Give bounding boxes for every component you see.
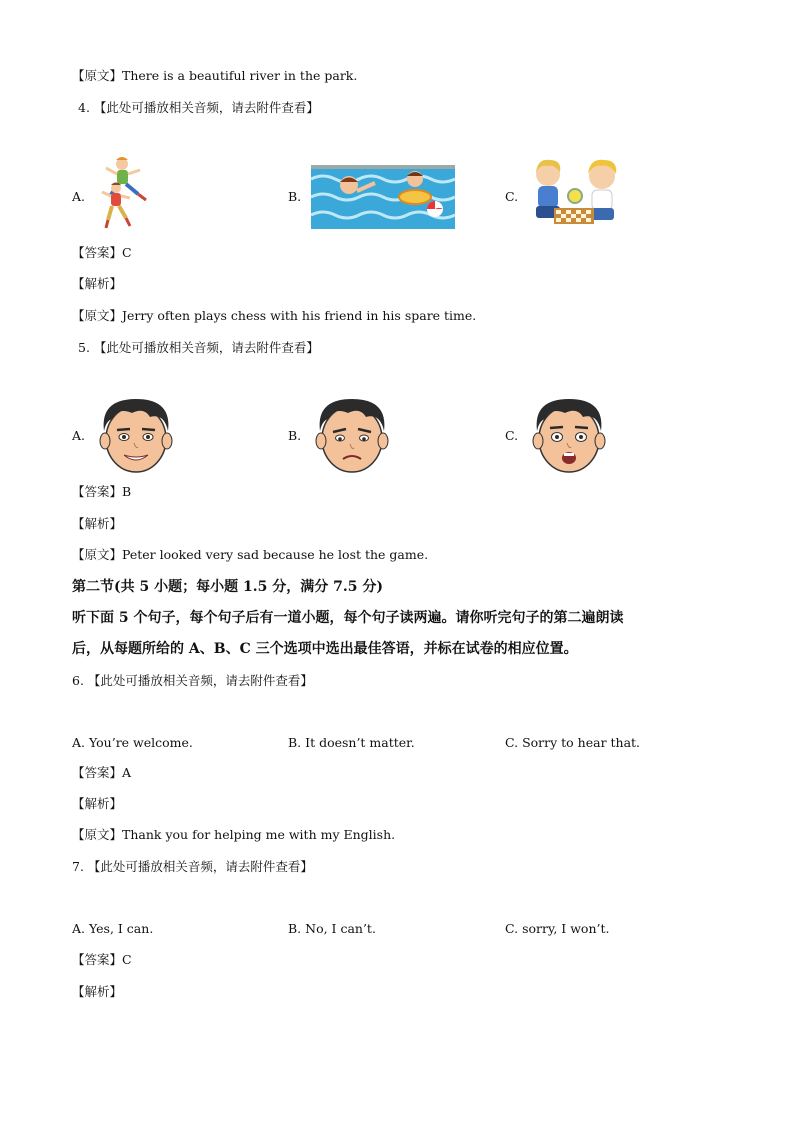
q4-option-c-label: C. (505, 189, 519, 204)
q5-option-c-label: C. (505, 428, 519, 443)
q4-analysis-line (72, 275, 122, 293)
swimming-picture (311, 165, 455, 229)
original-label: 【原文】 (72, 68, 123, 83)
q4-option-b-label: B. (288, 189, 302, 204)
q3-original-line (72, 67, 357, 85)
original-text: There is a beautiful river in the park. (122, 68, 358, 83)
happy-face-picture (94, 395, 178, 475)
answer-label: 【答案】 (72, 952, 123, 967)
analysis-label: 【解析】 (72, 984, 123, 999)
q4-header (78, 99, 319, 117)
sad-face-picture (310, 395, 394, 475)
original-label: 【原文】 (72, 308, 123, 323)
audio-note[interactable]: 【此处可播放相关音频，请去附件查看】 (93, 100, 319, 115)
answer-value: B (122, 484, 132, 499)
q5-header (78, 339, 319, 357)
q6-original-line (72, 826, 395, 844)
question-number: 5. (78, 340, 90, 355)
q4-answer-line (72, 244, 132, 262)
q5-option-a-label: A. (72, 428, 86, 443)
q7-option-a: A. Yes, I can. (72, 921, 154, 936)
q6-option-a: A. You’re welcome. (72, 735, 193, 750)
q6-analysis-line (72, 795, 122, 813)
answer-value: C (122, 245, 132, 260)
original-label: 【原文】 (72, 547, 123, 562)
analysis-label: 【解析】 (72, 796, 123, 811)
kids-playing-chess-picture (528, 156, 624, 232)
q7-answer-line (72, 951, 132, 969)
q6-option-c: C. Sorry to hear that. (505, 735, 641, 750)
q4-option-a-label: A. (72, 189, 86, 204)
q7-analysis-line (72, 983, 122, 1001)
section-instruction-line1: 听下面 5 个句子，每个句子后有一道小题，每个句子读两遍。请你听完句子的第二遍朗读 (72, 610, 624, 626)
answer-value: A (122, 765, 132, 780)
q6-header (72, 672, 313, 690)
original-text: Peter looked very sad because he lost the game. (122, 547, 429, 562)
section-instruction-line2: 后，从每题所给的 A、B、C 三个选项中选出最佳答语，并标在试卷的相应位置。 (72, 641, 578, 657)
answer-value: C (122, 952, 132, 967)
original-text: Thank you for helping me with my English. (122, 827, 396, 842)
q6-option-b: B. It doesn’t matter. (288, 735, 415, 750)
q7-option-b: B. No, I can’t. (288, 921, 376, 936)
answer-label: 【答案】 (72, 245, 123, 260)
audio-note[interactable]: 【此处可播放相关音频，请去附件查看】 (87, 673, 313, 688)
section-heading: 第二节(共 5 小题；每小题 1.5 分，满分 7.5 分) (72, 579, 383, 595)
question-number: 4. (78, 100, 90, 115)
kids-running-picture (100, 154, 155, 234)
audio-note[interactable]: 【此处可播放相关音频，请去附件查看】 (87, 859, 313, 874)
audio-note[interactable]: 【此处可播放相关音频，请去附件查看】 (93, 340, 319, 355)
surprised-face-picture (527, 395, 611, 475)
question-number: 7. (72, 859, 84, 874)
q4-original-line (72, 307, 476, 325)
q7-header (72, 858, 313, 876)
question-number: 6. (72, 673, 84, 688)
q5-analysis-line (72, 515, 122, 533)
original-text: Jerry often plays chess with his friend in his spare time. (122, 308, 477, 323)
q5-original-line (72, 546, 428, 564)
analysis-label: 【解析】 (72, 516, 123, 531)
q7-option-c: C. sorry, I won’t. (505, 921, 610, 936)
answer-label: 【答案】 (72, 765, 123, 780)
original-label: 【原文】 (72, 827, 123, 842)
analysis-label: 【解析】 (72, 276, 123, 291)
q5-answer-line (72, 483, 131, 501)
q5-option-b-label: B. (288, 428, 302, 443)
answer-label: 【答案】 (72, 484, 123, 499)
q6-answer-line (72, 764, 131, 782)
